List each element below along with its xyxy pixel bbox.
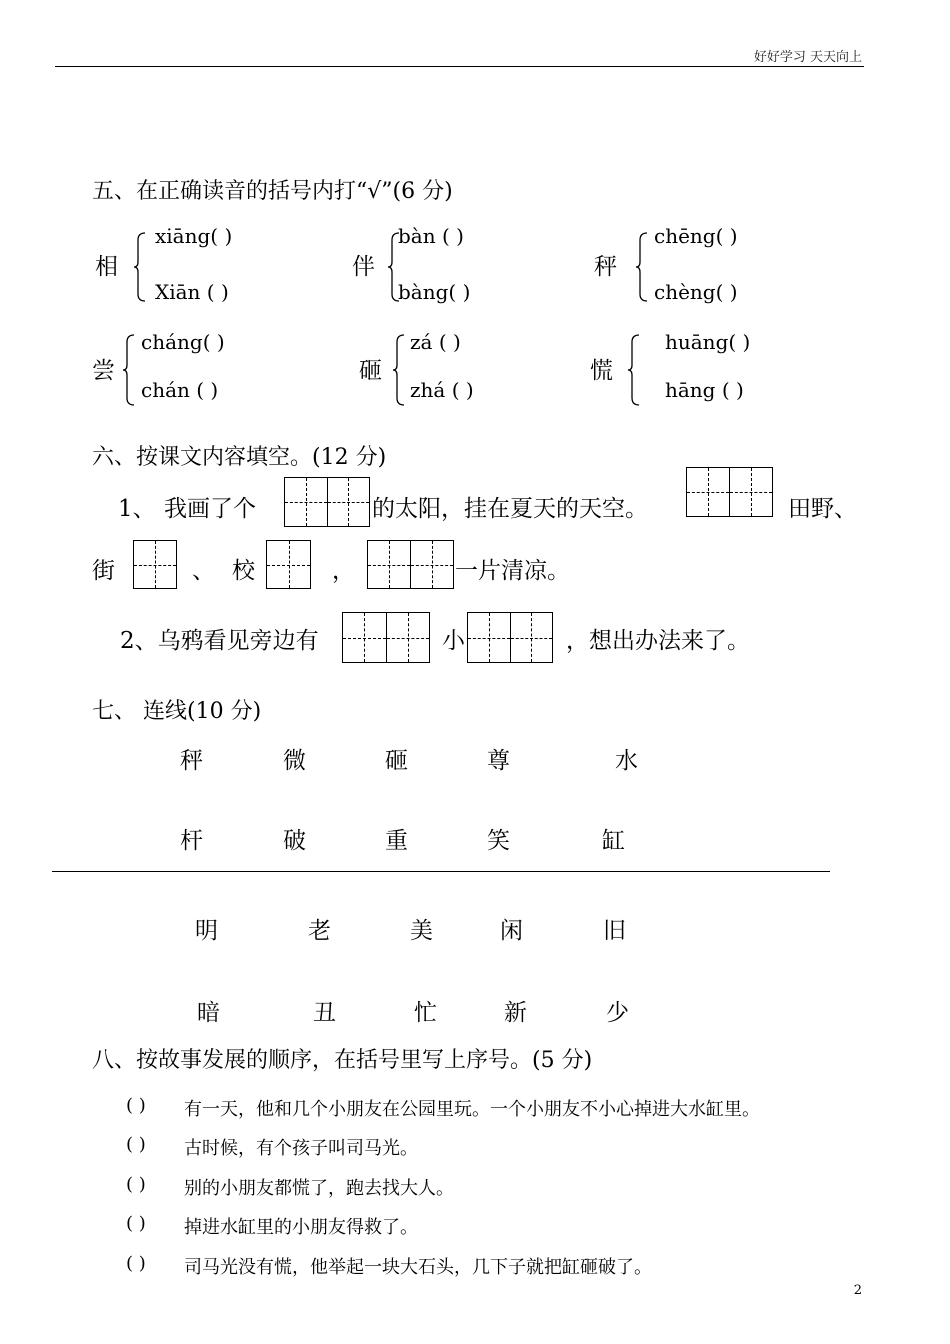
match-word[interactable]: 杆 <box>180 828 203 854</box>
match-word[interactable]: 新 <box>504 1000 527 1026</box>
section6-title: 六、按课文内容填空。(12 分) <box>92 445 387 470</box>
match-word[interactable]: 水 <box>615 748 638 774</box>
header-rule <box>55 66 864 67</box>
fill-text: 、 <box>192 558 215 584</box>
pinyin-option[interactable]: xiāng( ) <box>155 224 233 248</box>
match-word[interactable]: 闲 <box>500 918 523 944</box>
tianzige-grid[interactable] <box>284 477 370 527</box>
fill-text: 的太阳，挂在夏天的天空。 <box>372 496 648 522</box>
separator-line <box>52 871 830 872</box>
match-word[interactable]: 缸 <box>602 828 625 854</box>
fill-text: 一片清凉。 <box>455 558 570 584</box>
match-word[interactable]: 忙 <box>414 1000 437 1026</box>
pinyin-option[interactable]: chán ( ) <box>141 378 219 402</box>
match-word[interactable]: 尊 <box>487 748 510 774</box>
item-number: 1、 <box>118 496 156 522</box>
order-paren[interactable]: ( ) <box>126 1253 146 1274</box>
fill-text: 街 <box>92 558 115 584</box>
section7-title: 七、 连线(10 分) <box>92 699 262 724</box>
brace-icon <box>123 334 135 406</box>
fill-text: 我画了个 <box>164 496 256 522</box>
fill-text: 校 <box>232 558 255 584</box>
pinyin-option[interactable]: hāng ( ) <box>665 378 744 402</box>
char-huang: 慌 <box>590 358 613 384</box>
brace-icon <box>393 334 405 406</box>
tianzige-grid[interactable] <box>342 612 430 663</box>
brace-icon <box>134 232 146 302</box>
header-motto: 好好学习 天天向上 <box>753 50 862 65</box>
fill-text: ，想出办法来了。 <box>566 628 750 654</box>
story-sentence: 司马光没有慌，他举起一块大石头，几下子就把缸砸破了。 <box>184 1257 652 1278</box>
match-word[interactable]: 微 <box>283 748 306 774</box>
story-sentence: 有一天，他和几个小朋友在公园里玩。一个小朋友不小心掉进大水缸里。 <box>184 1099 760 1120</box>
match-word[interactable]: 砸 <box>385 748 408 774</box>
fill-text: 2、乌鸦看见旁边有 <box>120 628 319 654</box>
pinyin-option[interactable]: zhá ( ) <box>410 378 474 402</box>
brace-icon <box>628 334 640 406</box>
tianzige-grid[interactable] <box>133 540 177 589</box>
brace-icon <box>636 232 648 302</box>
fill-text: ， <box>332 558 355 584</box>
match-word[interactable]: 老 <box>308 918 331 944</box>
story-sentence: 别的小朋友都慌了，跑去找大人。 <box>184 1178 454 1199</box>
match-word[interactable]: 秤 <box>180 748 203 774</box>
pinyin-option[interactable]: zá ( ) <box>410 330 461 354</box>
pinyin-option[interactable]: chēng( ) <box>654 224 738 248</box>
section5-title: 五、在正确读音的括号内打“√”(6 分) <box>92 179 453 204</box>
fill-text: 田野、 <box>788 496 857 522</box>
pinyin-option[interactable]: cháng( ) <box>141 330 225 354</box>
match-word[interactable]: 重 <box>385 828 408 854</box>
order-paren[interactable]: ( ) <box>126 1134 146 1155</box>
match-word[interactable]: 破 <box>283 828 306 854</box>
match-word[interactable]: 丑 <box>313 1000 336 1026</box>
pinyin-option[interactable]: huāng( ) <box>665 330 751 354</box>
page-number: 2 <box>853 1283 862 1298</box>
pinyin-option[interactable]: bàn ( ) <box>398 224 464 248</box>
tianzige-grid[interactable] <box>686 467 773 517</box>
story-sentence: 掉进水缸里的小朋友得救了。 <box>184 1217 418 1238</box>
pinyin-option[interactable]: chèng( ) <box>654 280 738 304</box>
tianzige-grid[interactable] <box>266 540 311 589</box>
fill-text: 小 <box>442 628 465 654</box>
section8-title: 八、按故事发展的顺序，在括号里写上序号。(5 分) <box>92 1048 593 1073</box>
order-paren[interactable]: ( ) <box>126 1174 146 1195</box>
tianzige-grid[interactable] <box>367 540 454 589</box>
order-paren[interactable]: ( ) <box>126 1095 146 1116</box>
match-word[interactable]: 美 <box>410 918 433 944</box>
match-word[interactable]: 明 <box>195 918 218 944</box>
pinyin-option[interactable]: bàng( ) <box>398 280 471 304</box>
char-ban: 伴 <box>352 254 375 280</box>
match-word[interactable]: 少 <box>606 1000 629 1026</box>
char-cheng: 秤 <box>594 254 617 280</box>
match-word[interactable]: 旧 <box>603 918 626 944</box>
order-paren[interactable]: ( ) <box>126 1213 146 1234</box>
char-xiang: 相 <box>95 254 118 280</box>
tianzige-grid[interactable] <box>467 612 553 663</box>
char-za: 砸 <box>359 358 382 384</box>
char-chang: 尝 <box>92 358 115 384</box>
story-sentence: 古时候，有个孩子叫司马光。 <box>184 1138 418 1159</box>
match-word[interactable]: 笑 <box>487 828 510 854</box>
pinyin-option[interactable]: Xiān ( ) <box>155 280 229 304</box>
match-word[interactable]: 暗 <box>197 1000 220 1026</box>
